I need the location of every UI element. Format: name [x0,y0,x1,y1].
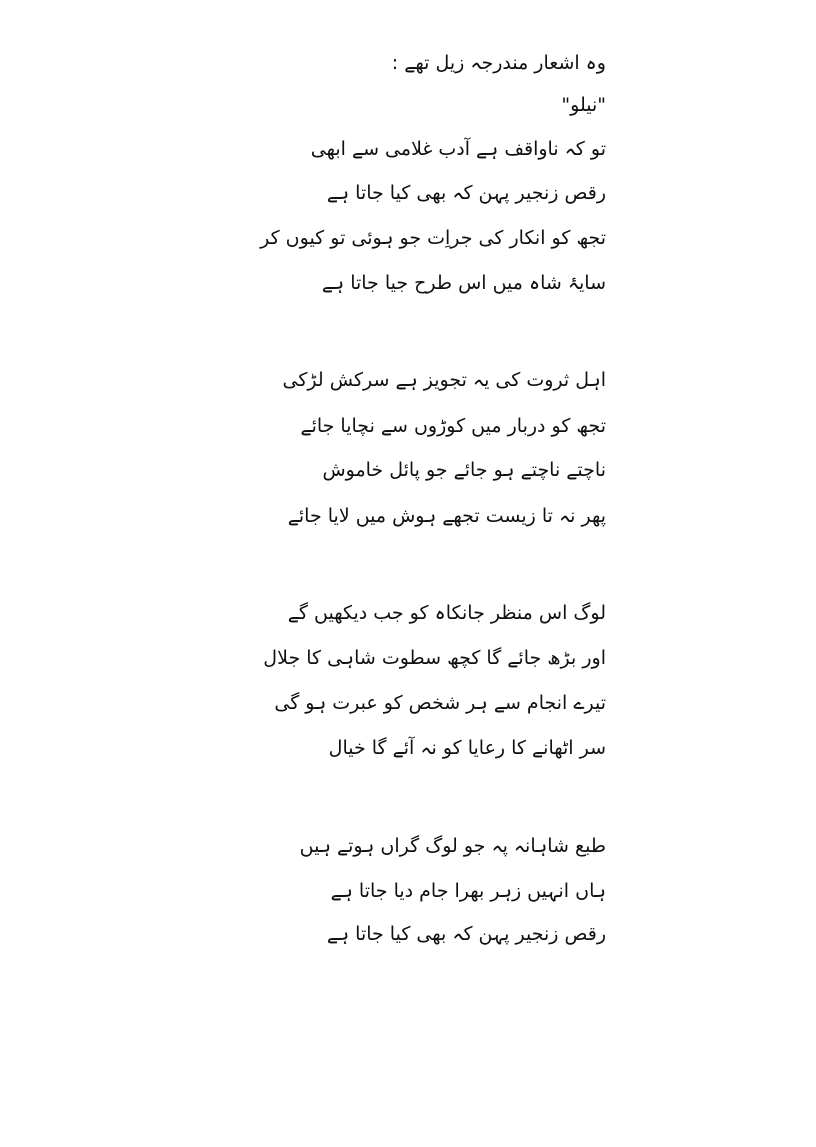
poem-line: رقص زنجیر پہن کہ بھی کیا جاتا ہے [326,182,606,204]
poem-line: سایۂ شاہ میں اس طرح جیا جاتا ہے [321,272,606,294]
poem-line: اور بڑھ جائے گا کچھ سطوت شاہی کا جلال [263,647,606,669]
poem-line: سر اٹھانے کا رعایا کو نہ آئے گا خیال [328,737,606,759]
poem-line: لوگ اس منظر جانکاہ کو جب دیکھیں گے [287,602,606,624]
poem-line: ناچتے ناچتے ہو جائے جو پائل خاموش [322,459,606,481]
poem-line: ہاں انہیں زہر بھرا جام دیا جاتا ہے [330,880,606,902]
poem-line: رقص زنجیر پہن کہ بھی کیا جاتا ہے [326,923,606,945]
poem-line: تیرے انجام سے ہر شخص کو عبرت ہو گی [274,692,606,714]
poem-line: پھر نہ تا زیست تجھے ہوش میں لایا جائے [287,505,606,527]
poem-line: تجھ کو انکار کی جراِت جو ہوئی تو کیوں کر [260,227,606,249]
poem-line: تو کہ ناواقف ہے آدب غلامی سے ابھی [310,138,606,160]
poem-line: تجھ کو دربار میں کوڑوں سے نچایا جائے [300,415,606,437]
poem-line: اہل ثروت کی یہ تجویز ہے سرکش لڑکی [282,369,606,391]
intro-line: وہ اشعار مندرجہ زیل تھے : [391,52,606,74]
poem-line: طبع شاہانہ پہ جو لوگ گراں ہوتے ہیں [299,835,606,857]
poem-title: "نیلو" [561,94,606,116]
